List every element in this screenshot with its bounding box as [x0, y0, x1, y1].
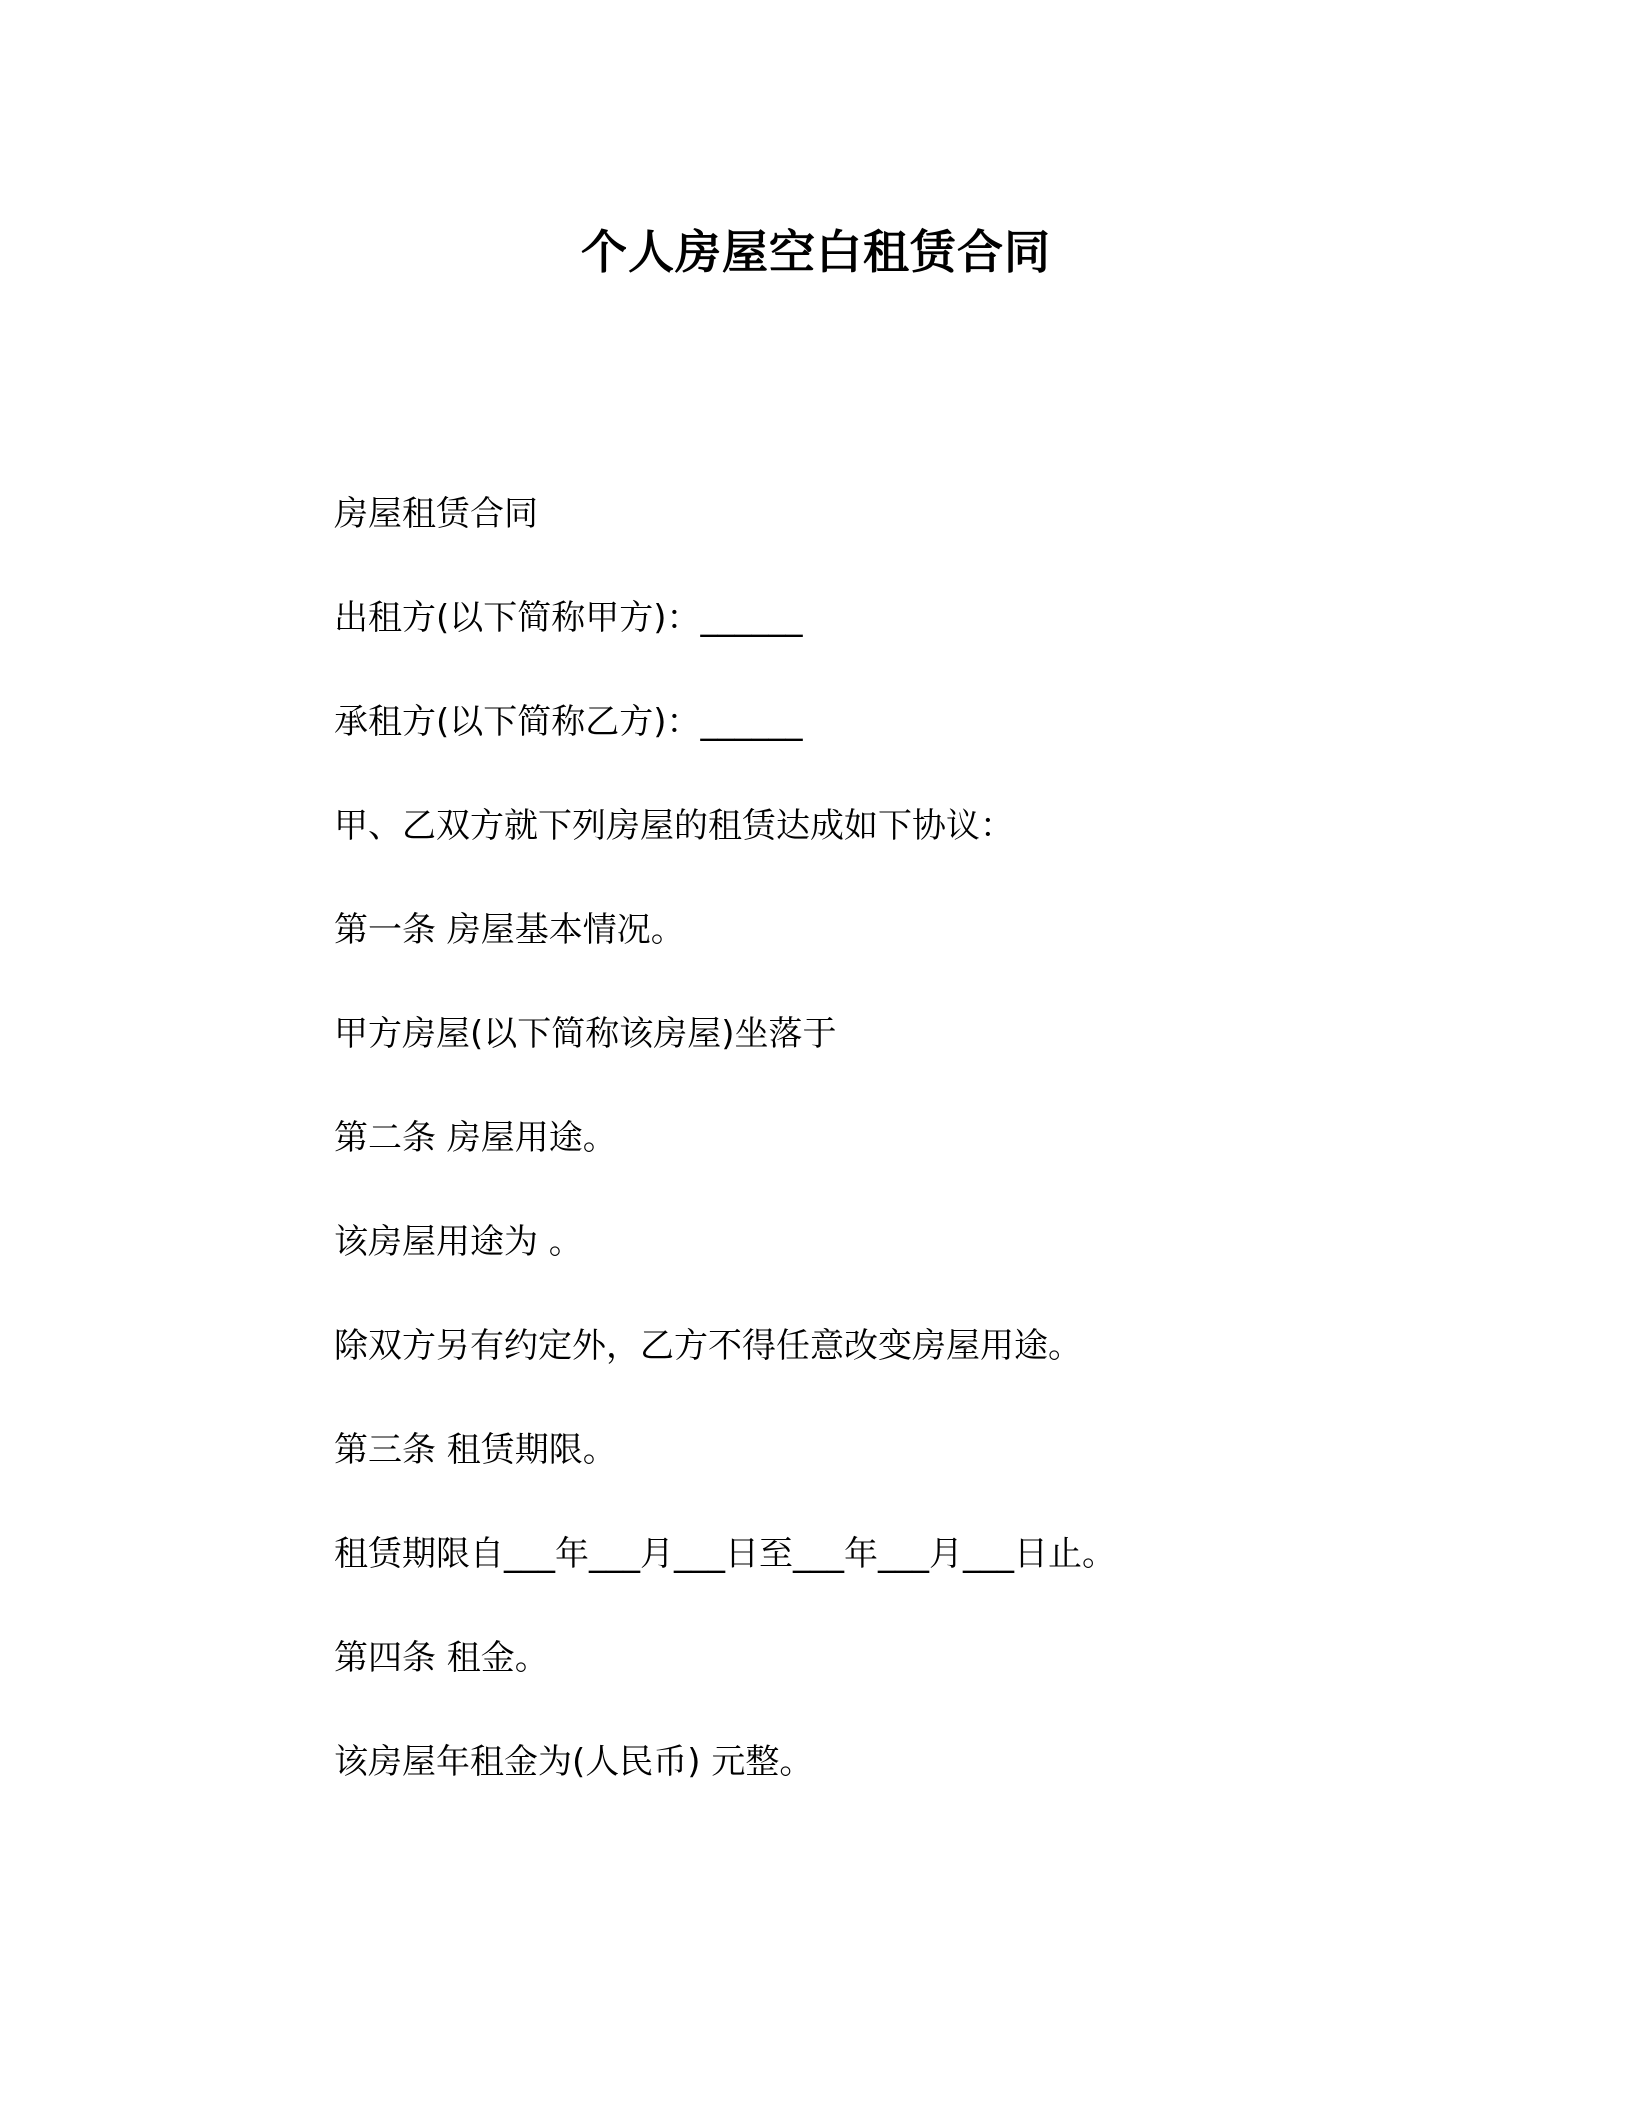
- paragraph-article-4-heading: 第四条 租金。: [334, 1638, 549, 1678]
- paragraph-article-1-location: 甲方房屋(以下简称该房屋)坐落于: [334, 1014, 837, 1054]
- paragraph-lessee: 承租方(以下简称乙方)：______: [334, 702, 803, 742]
- paragraph-lessor: 出租方(以下简称甲方)：______: [334, 598, 803, 638]
- paragraph-agreement-intro: 甲、乙双方就下列房屋的租赁达成如下协议：: [334, 806, 1014, 846]
- paragraph-heading: 房屋租赁合同: [334, 494, 538, 534]
- paragraph-article-2-restriction: 除双方另有约定外，乙方不得任意改变房屋用途。: [334, 1326, 1082, 1366]
- paragraph-article-4-rent: 该房屋年租金为(人民币) 元整。: [334, 1742, 814, 1782]
- paragraph-article-3-term: 租赁期限自___年___月___日至___年___月___日止。: [334, 1534, 1116, 1574]
- document-title: 个人房屋空白租赁合同: [581, 225, 1051, 279]
- paragraph-article-2-usage: 该房屋用途为 。: [334, 1222, 583, 1262]
- paragraph-article-3-heading: 第三条 租赁期限。: [334, 1430, 617, 1470]
- paragraph-article-1-heading: 第一条 房屋基本情况。: [334, 910, 685, 950]
- document-body: [334, 492, 1334, 1844]
- paragraph-article-2-heading: 第二条 房屋用途。: [334, 1118, 617, 1158]
